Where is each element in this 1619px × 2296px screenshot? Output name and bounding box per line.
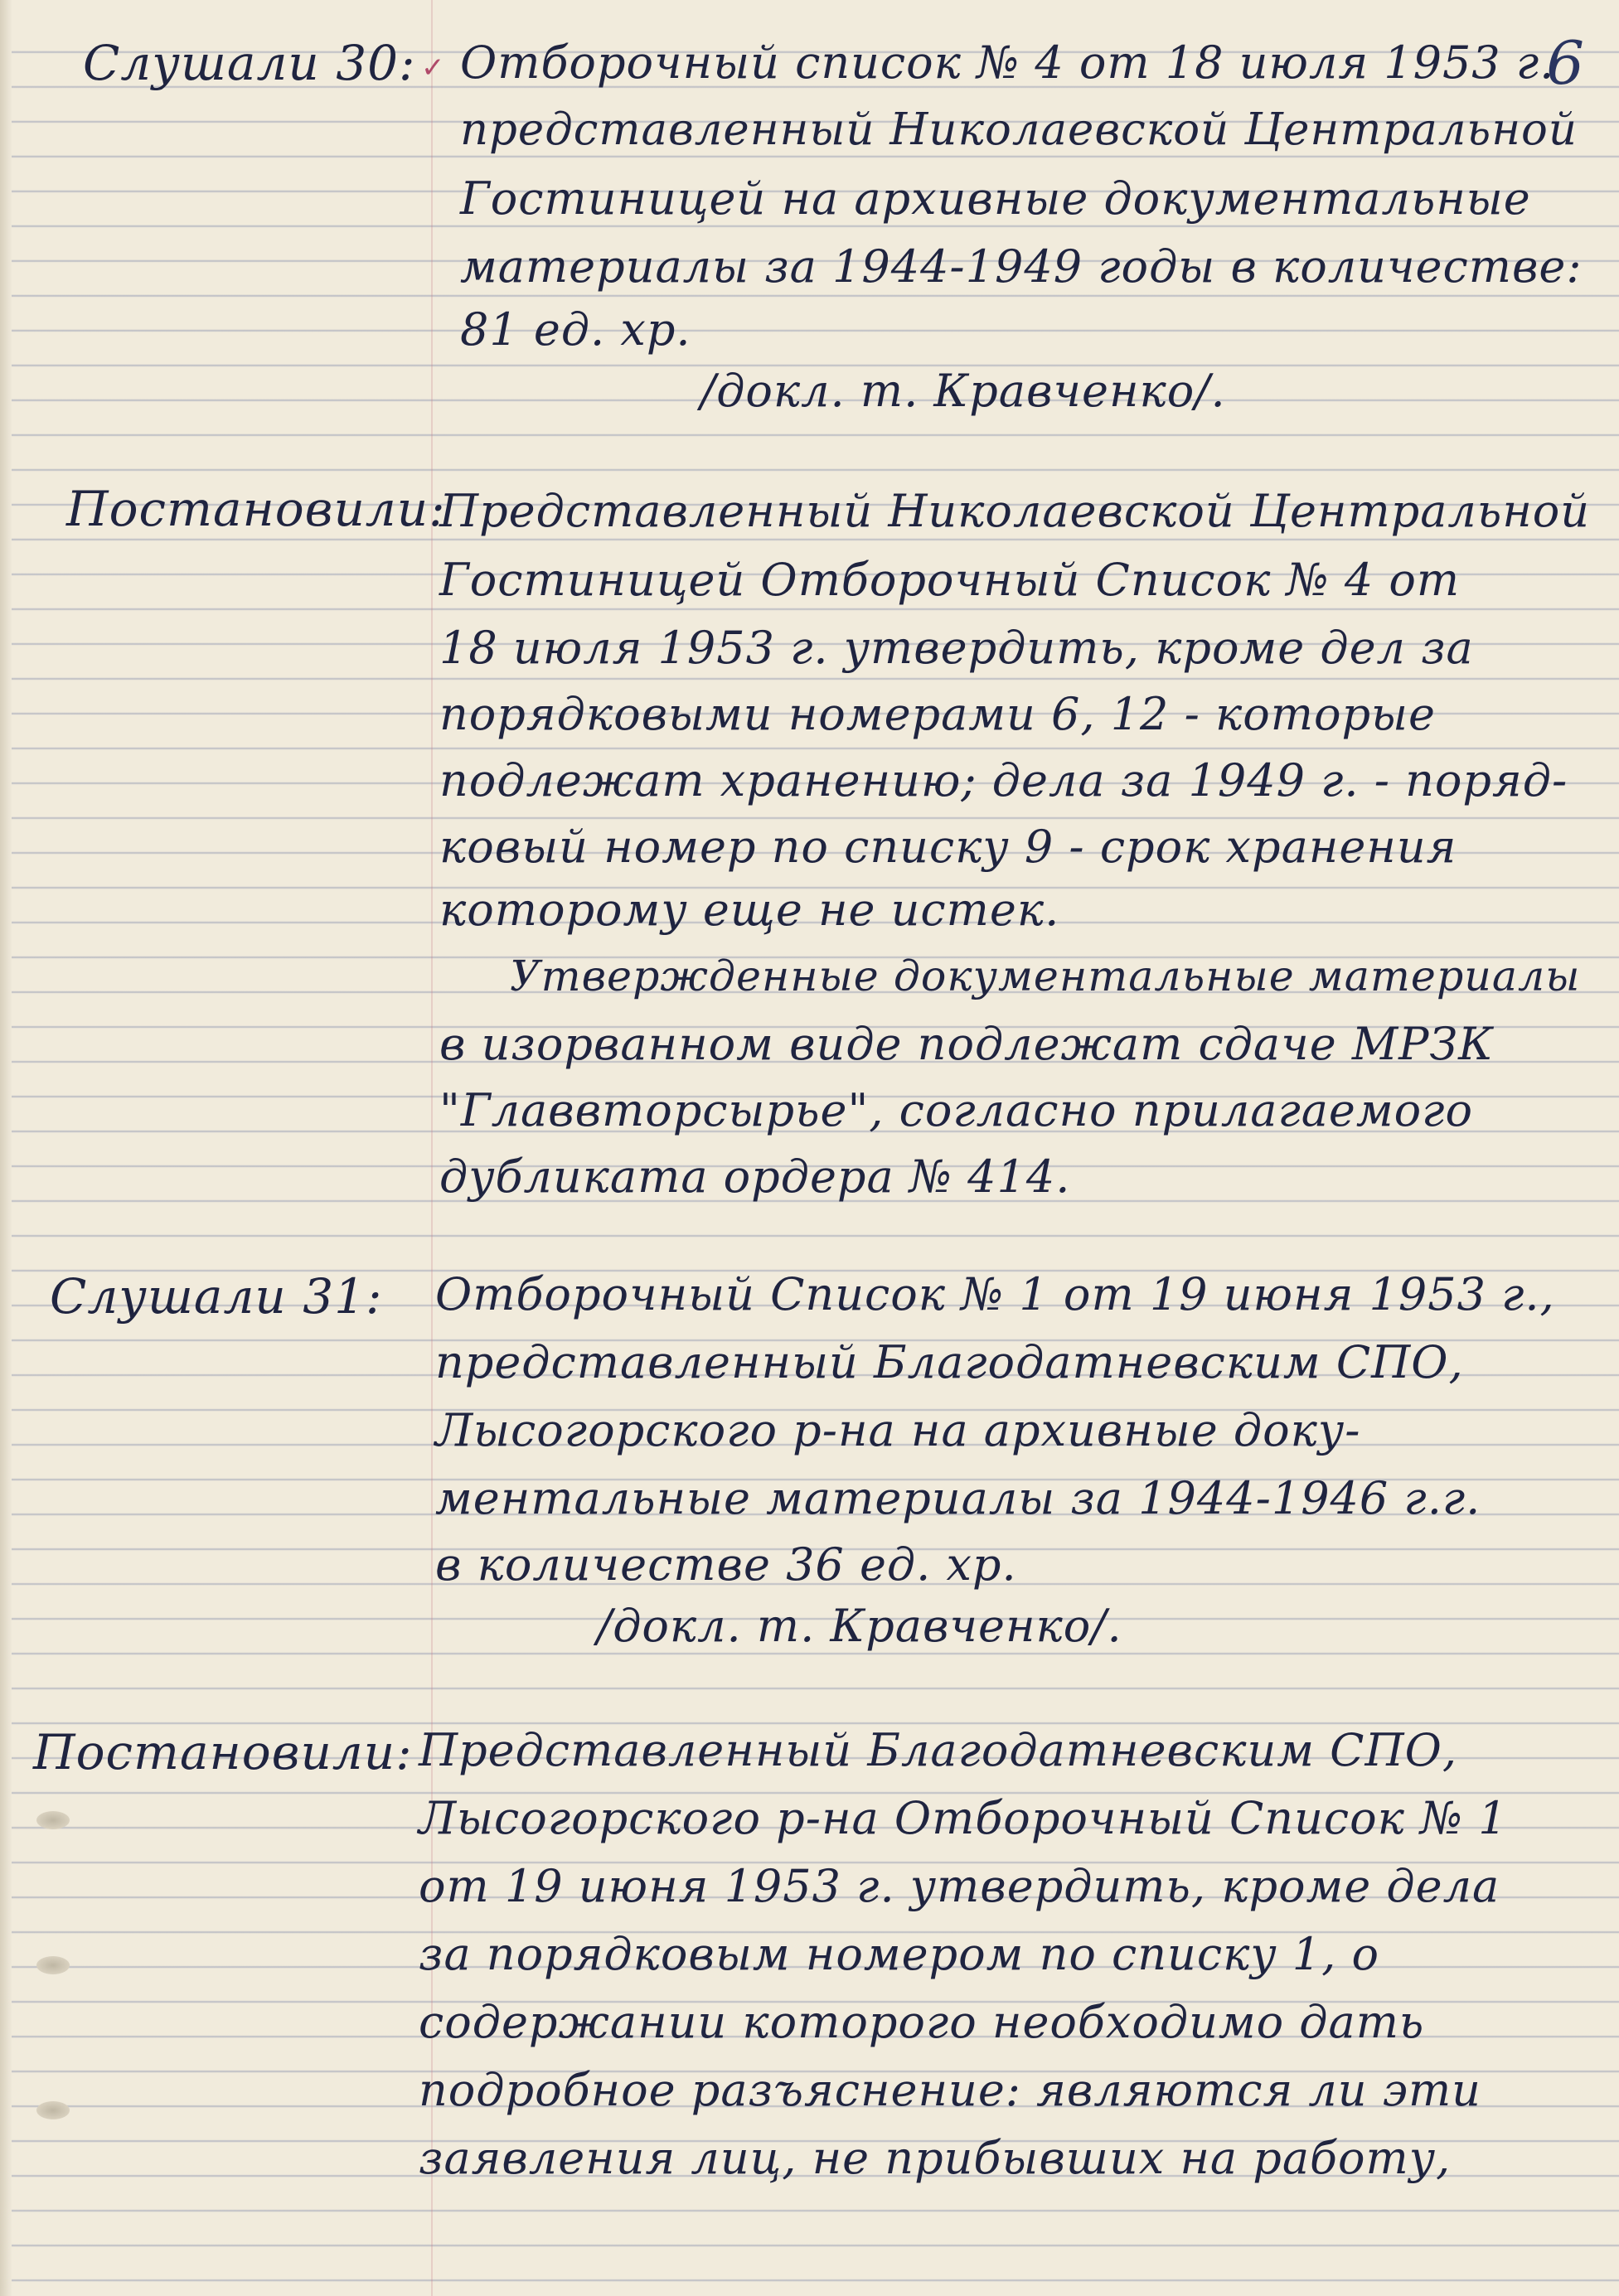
block-label-heard-30: Слушали 30: (83, 35, 416, 91)
text-line: Отборочный Список № 1 от 19 июня 1953 г., (435, 1268, 1555, 1320)
text-line: подлежат хранению; дела за 1949 г. - поряд- (439, 754, 1568, 807)
check-mark-icon: ✓ (421, 51, 445, 85)
text-line: дубликата ордера № 414. (439, 1150, 1071, 1203)
text-line: в количестве 36 ед. хр. (435, 1538, 1017, 1591)
text-line: за порядковым номером по списку 1, о (419, 1928, 1380, 1980)
text-line: в изорванном виде подлежат сдаче МРЗК (439, 1018, 1494, 1070)
text-line: ковый номер по списку 9 - срок хранения (439, 821, 1457, 873)
text-line: Представленный Благодатневским СПО, (419, 1724, 1458, 1776)
text-line: ментальные материалы за 1944-1946 г.г. (435, 1472, 1481, 1524)
text-line: /докл. т. Кравченко/. (700, 365, 1226, 417)
text-line: Отборочный список № 4 от 18 июля 1953 г. (460, 36, 1555, 89)
binding-hole (36, 2101, 70, 2119)
text-line: Лысогорского р-на Отборочный Список № 1 (419, 1792, 1508, 1844)
text-line: /докл. т. Кравченко/. (597, 1600, 1122, 1652)
text-line: 81 ед. хр. (460, 303, 691, 356)
text-line: Гостиницей Отборочный Список № 4 от (439, 554, 1461, 606)
block-label-heard-31: Слушали 31: (50, 1268, 383, 1325)
text-line: представленный Николаевской Центральной (460, 104, 1578, 155)
text-line: Представленный Николаевской Центральной (439, 485, 1591, 537)
text-line: материалы за 1944-1949 годы в количестве: (460, 240, 1583, 293)
text-line: заявления лиц, не прибывших на работу, (419, 2132, 1452, 2184)
block-label-resolved: Постановили: (33, 1724, 413, 1780)
text-line: от 19 июня 1953 г. утвердить, кроме дела (419, 1860, 1500, 1912)
text-line: 18 июля 1953 г. утвердить, кроме дел за (439, 622, 1474, 674)
text-line: Гостиницей на архивные документальные (460, 172, 1531, 225)
binding-hole (36, 1956, 70, 1974)
text-line: "Главвторсырье", согласно прилагаемого (439, 1084, 1473, 1136)
binding-hole (36, 1811, 70, 1829)
text-line: которому еще не истек. (439, 884, 1060, 936)
text-line: порядковыми номерами 6, 12 - которые (439, 688, 1436, 740)
page-number: 6 (1546, 28, 1584, 98)
text-line: Лысогорского р-на на архивные доку- (435, 1404, 1361, 1456)
text-line: содержании которого необходимо дать (419, 1996, 1425, 2048)
block-label-resolved: Постановили: (66, 481, 446, 537)
text-line: представленный Благодатневским СПО, (435, 1336, 1464, 1388)
page-spine (0, 0, 12, 2296)
text-line: Утвержденные документальные материалы (510, 952, 1581, 1000)
text-line: подробное разъяснение: являются ли эти (419, 2064, 1481, 2116)
